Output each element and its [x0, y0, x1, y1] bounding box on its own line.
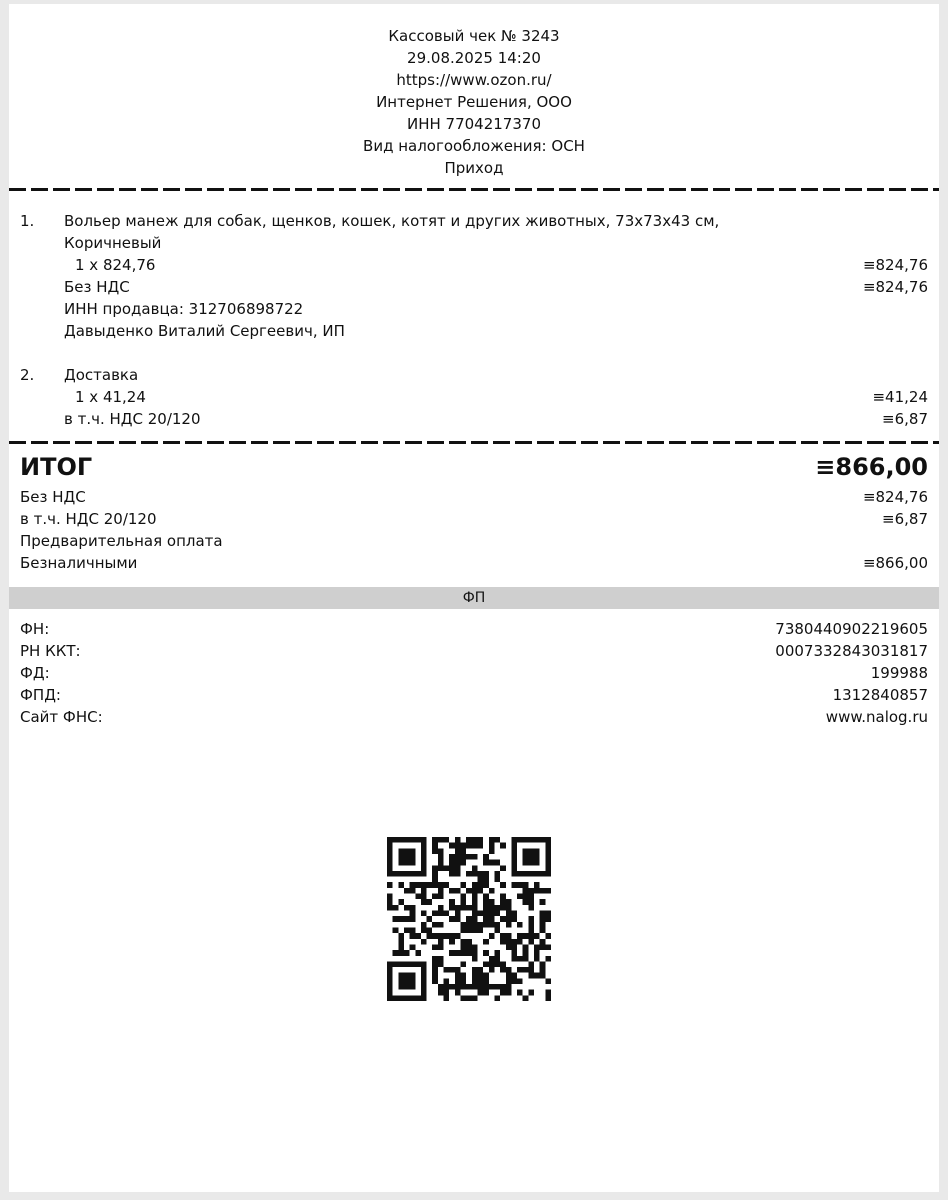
table-row — [20, 662, 928, 684]
item-name: Доставка — [64, 366, 139, 384]
table-row — [20, 640, 928, 662]
receipt-sheet — [9, 4, 939, 1192]
no-vat-label: Без НДС — [20, 488, 86, 506]
item-number: 1. — [20, 212, 35, 230]
item-vat-value: ≡6,87 — [882, 410, 928, 428]
item-qty-price: 1 x 824,76 — [75, 256, 156, 274]
qr-code-icon — [387, 837, 551, 1001]
fiscal-label: Сайт ФНС: — [20, 708, 103, 726]
receipt-title: Кассовый чек № 3243 — [388, 27, 560, 45]
item-vat-label: Без НДС — [64, 278, 130, 296]
fiscal-value: www.nalog.ru — [825, 708, 928, 726]
fiscal-value: 7380440902219605 — [775, 620, 928, 638]
receipt-site: https://www.ozon.ru/ — [396, 71, 552, 89]
item-qty-price: 1 x 41,24 — [75, 388, 146, 406]
seller-name: Давыденко Виталий Сергеевич, ИП — [64, 322, 345, 340]
fiscal-label: РН ККТ: — [20, 642, 81, 660]
table-row — [20, 618, 928, 640]
cashless-value: ≡866,00 — [862, 554, 928, 572]
item-name: Вольер манеж для собак, щенков, кошек, котят и других животных, 73х73х43 см, — [64, 212, 720, 230]
fiscal-value: 1312840857 — [832, 686, 928, 704]
vat-label: в т.ч. НДС 20/120 — [20, 510, 157, 528]
fiscal-label: ФН: — [20, 620, 50, 638]
total-label: ИТОГ — [20, 453, 93, 481]
item-number: 2. — [20, 366, 35, 384]
dashed-divider — [9, 441, 939, 444]
table-row — [20, 706, 928, 728]
item-vat-label: в т.ч. НДС 20/120 — [64, 410, 201, 428]
operation-type: Приход — [444, 159, 504, 177]
item-vat-value: ≡824,76 — [862, 278, 928, 296]
receipt-datetime: 29.08.2025 14:20 — [407, 49, 541, 67]
table-row — [20, 684, 928, 706]
item-total: ≡41,24 — [872, 388, 928, 406]
dashed-divider — [9, 188, 939, 191]
receipt-header — [9, 25, 939, 179]
total-value: ≡866,00 — [815, 453, 928, 481]
fiscal-label: ФПД: — [20, 686, 61, 704]
company-inn: ИНН 7704217370 — [407, 115, 541, 133]
company-name: Интернет Решения, ООО — [376, 93, 572, 111]
fp-section-title: ФП — [9, 587, 939, 609]
seller-inn: ИНН продавца: 312706898722 — [64, 300, 304, 318]
fiscal-value: 199988 — [870, 664, 928, 682]
item-total: ≡824,76 — [862, 256, 928, 274]
cashless-label: Безналичными — [20, 554, 138, 572]
tax-system: Вид налогообложения: ОСН — [363, 137, 585, 155]
vat-value: ≡6,87 — [882, 510, 928, 528]
fiscal-label: ФД: — [20, 664, 50, 682]
no-vat-value: ≡824,76 — [862, 488, 928, 506]
fiscal-value: 0007332843031817 — [775, 642, 928, 660]
item-name-cont: Коричневый — [64, 234, 162, 252]
prepayment-label: Предварительная оплата — [20, 532, 223, 550]
